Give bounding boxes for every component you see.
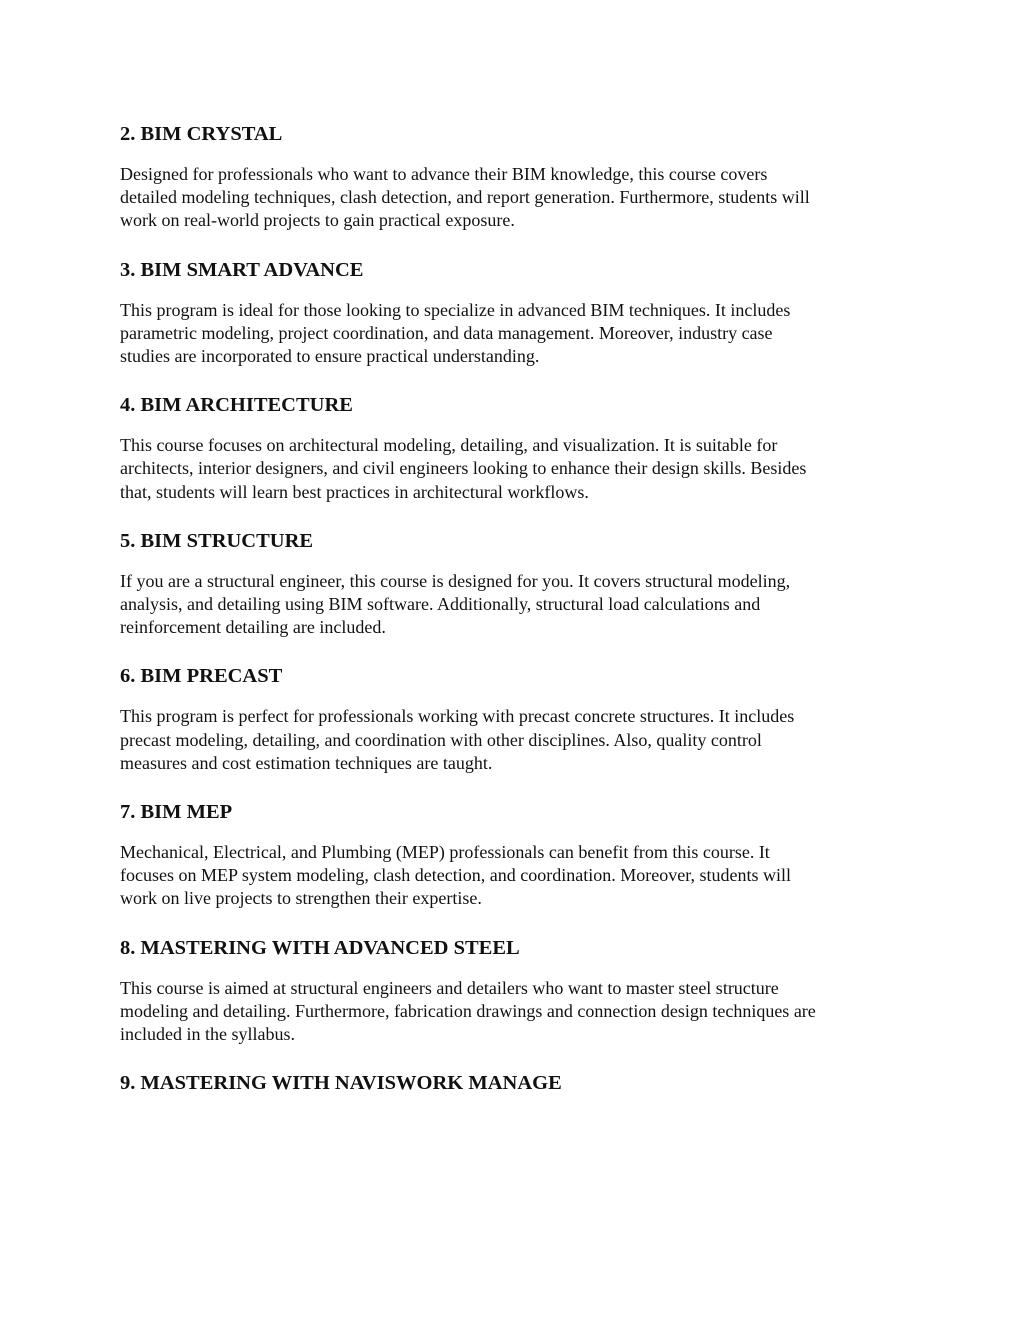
section-paragraph: This program is ideal for those looking to specialize in advanced BIM techniques. It includes parametric modeling, project coordination, and data management. Moreover, industry case studies are incorporated to ensure practical understanding. bbox=[120, 299, 791, 367]
section-bim-mep bbox=[120, 797, 910, 911]
document-page bbox=[120, 119, 910, 1112]
section-paragraph: If you are a structural engineer, this course is designed for you. It covers structural modeling, analysis, and detailing using BIM software. Additionally, structural load calculations and reinforcement detailing are included. bbox=[120, 570, 791, 638]
section-paragraph: This course is aimed at structural engineers and detailers who want to master steel structure modeling and detailing. Furthermore, fabrication drawings and connection design techniques are included in the syllabus. bbox=[120, 977, 816, 1045]
section-heading: 8. MASTERING WITH ADVANCED STEEL bbox=[120, 936, 520, 959]
section-heading: 3. BIM SMART ADVANCE bbox=[120, 258, 364, 281]
section-paragraph: Mechanical, Electrical, and Plumbing (MEP) professionals can benefit from this course. It focuses on MEP system modeling, clash detection, and coordination. Moreover, students will work on live projects to strengthen their expertise. bbox=[120, 842, 791, 909]
section-bim-precast bbox=[120, 661, 910, 775]
section-paragraph: Designed for professionals who want to advance their BIM knowledge, this course covers detailed modeling techniques, clash detection, and report generation. Furthermore, students will work on real-world projects to gain practical exposure. bbox=[120, 164, 810, 231]
section-heading: 4. BIM ARCHITECTURE bbox=[120, 394, 353, 417]
section-heading: 5. BIM STRUCTURE bbox=[120, 529, 314, 552]
section-heading: 9. MASTERING WITH NAVISWORK MANAGE bbox=[120, 1072, 562, 1095]
section-heading: 2. BIM CRYSTAL bbox=[120, 123, 283, 145]
section-paragraph: This course focuses on architectural modeling, detailing, and visualization. It is suitable for architects, interior designers, and civil engineers looking to enhance their design skills. Besides that, students will learn best practices in architectural workflows. bbox=[120, 435, 807, 502]
section-heading: 7. BIM MEP bbox=[120, 801, 233, 824]
section-heading: 6. BIM PRECAST bbox=[120, 665, 283, 688]
section-bim-architecture bbox=[120, 390, 910, 504]
section-advanced-steel bbox=[120, 933, 910, 1047]
section-bim-crystal bbox=[120, 119, 910, 233]
section-navisworks-manage bbox=[120, 1068, 910, 1098]
section-paragraph: This program is perfect for professionals working with precast concrete structures. It includes precast modeling, detailing, and coordination with other disciplines. Also, quality control measures and cost estimation techniques are taught. bbox=[120, 706, 795, 773]
section-bim-structure bbox=[120, 526, 910, 640]
section-bim-smart-advance bbox=[120, 255, 910, 369]
